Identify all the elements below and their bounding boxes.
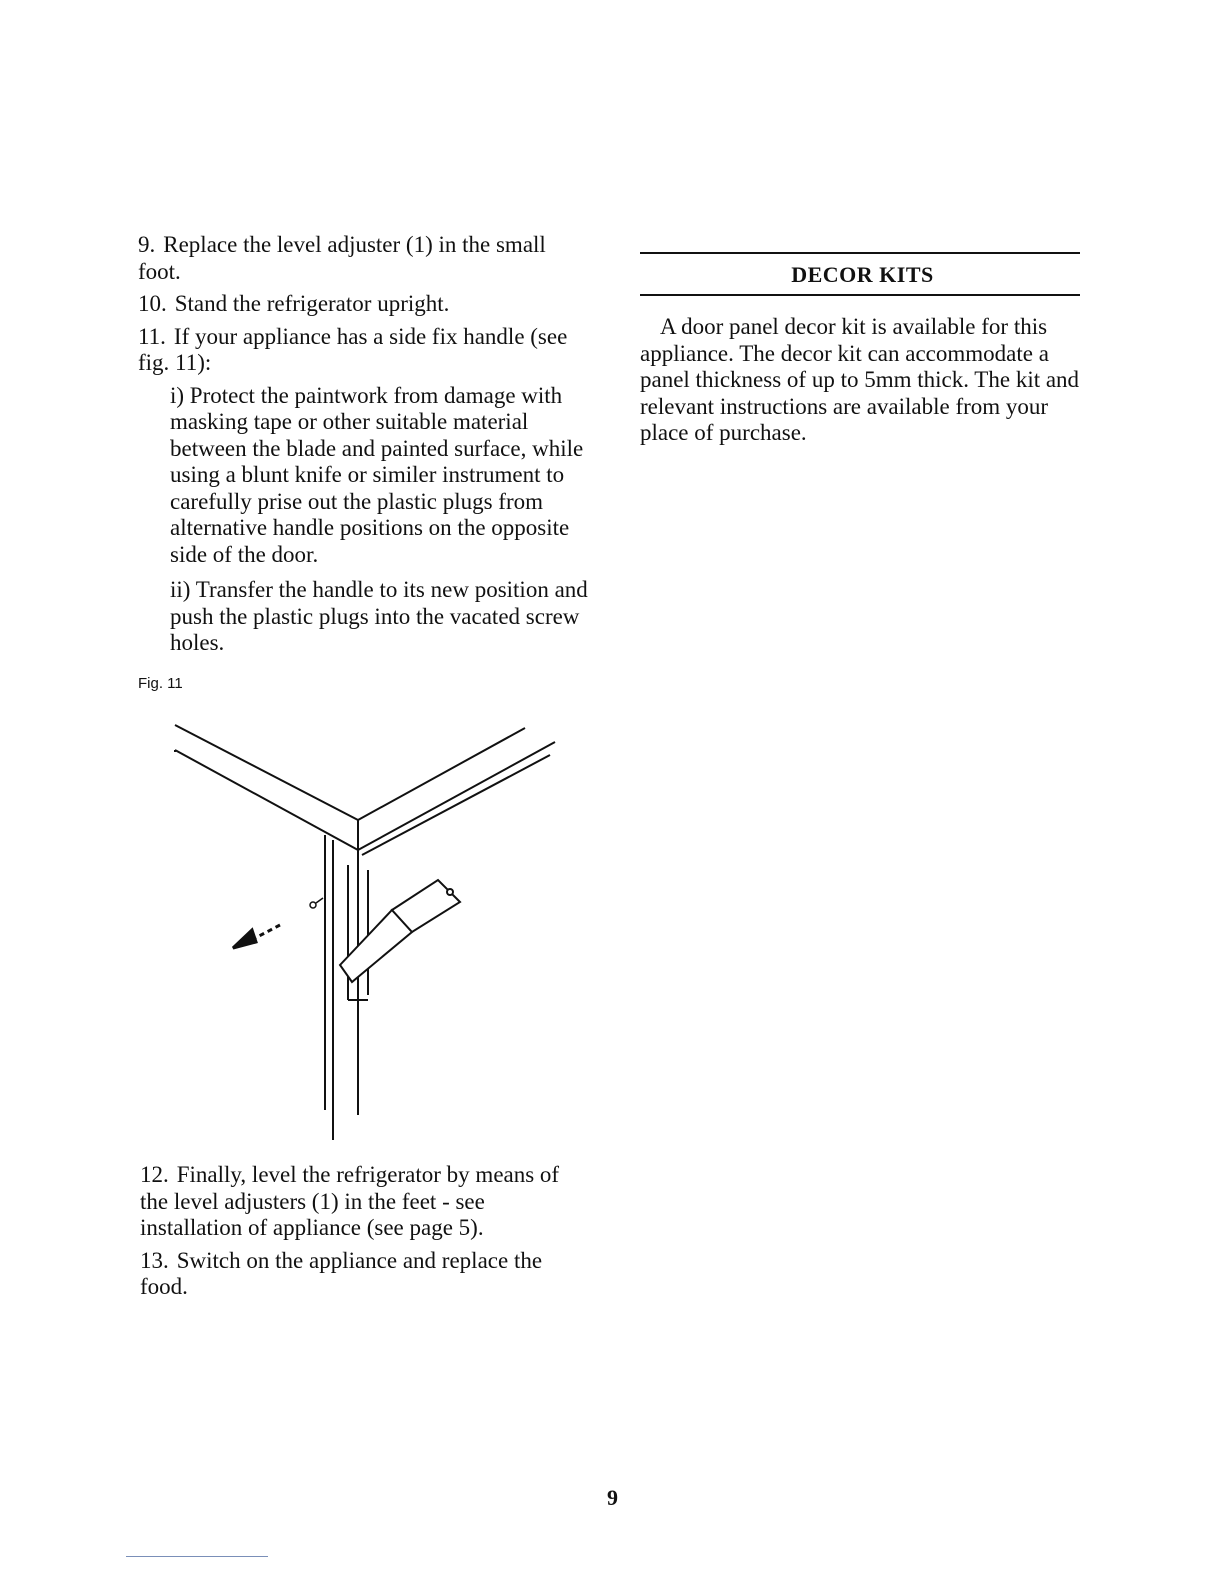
step-9 — [138, 232, 588, 285]
section-heading: DECOR KITS — [791, 262, 934, 287]
step-text: If your appliance has a side fix handle (see fig. 11): — [138, 323, 568, 375]
step-10 — [138, 291, 588, 318]
figure-label: Fig. 11 — [138, 674, 183, 692]
step-13 — [140, 1248, 590, 1301]
bottom-divider — [126, 1556, 268, 1557]
step-text: Switch on the appliance and replace the food. — [140, 1247, 543, 1299]
step-text: Finally, level the refrigerator by means of the level adjusters (1) in the feet - see installation of appliance (see page 5). — [140, 1162, 560, 1240]
screw-icon — [310, 898, 323, 908]
right-column — [640, 252, 1085, 447]
step-text: Stand the refrigerator upright. — [174, 291, 450, 316]
substep-i: i) Protect the paintwork from damage with masking tape or other suitable material between the blade and painted surface, while using a blunt knife or similer instrument to carefully prise out the plastic plugs from alternative handle positions on the opposite side of the door. — [170, 382, 584, 567]
heading-rule-bottom — [640, 294, 1080, 296]
arrow-icon — [233, 925, 280, 948]
step-12 — [140, 1162, 590, 1242]
left-column — [138, 232, 588, 697]
substep-ii: ii) Transfer the handle to its new position and push the plastic plugs into the vacated screw holes. — [170, 577, 588, 655]
step-number: 13. — [140, 1247, 169, 1273]
step-number: 12. — [140, 1162, 169, 1187]
step-11 — [138, 324, 588, 377]
page-number: 9 — [607, 1485, 618, 1510]
fridge-corner-drawing — [175, 725, 555, 1140]
lower-left-column — [140, 1162, 590, 1307]
step-text: Replace the level adjuster (1) in the small foot. — [138, 232, 546, 284]
decor-kit-paragraph: A door panel decor kit is available for this appliance. The decor kit can accommodate a panel thickness of up to 5mm thick. The kit and relevant instructions are available from your place of purchase. — [640, 314, 1080, 445]
step-number: 9. — [138, 232, 156, 257]
step-number: 11. — [138, 323, 166, 349]
step-number: 10. — [138, 291, 167, 316]
figure-11-illustration — [130, 720, 580, 1150]
